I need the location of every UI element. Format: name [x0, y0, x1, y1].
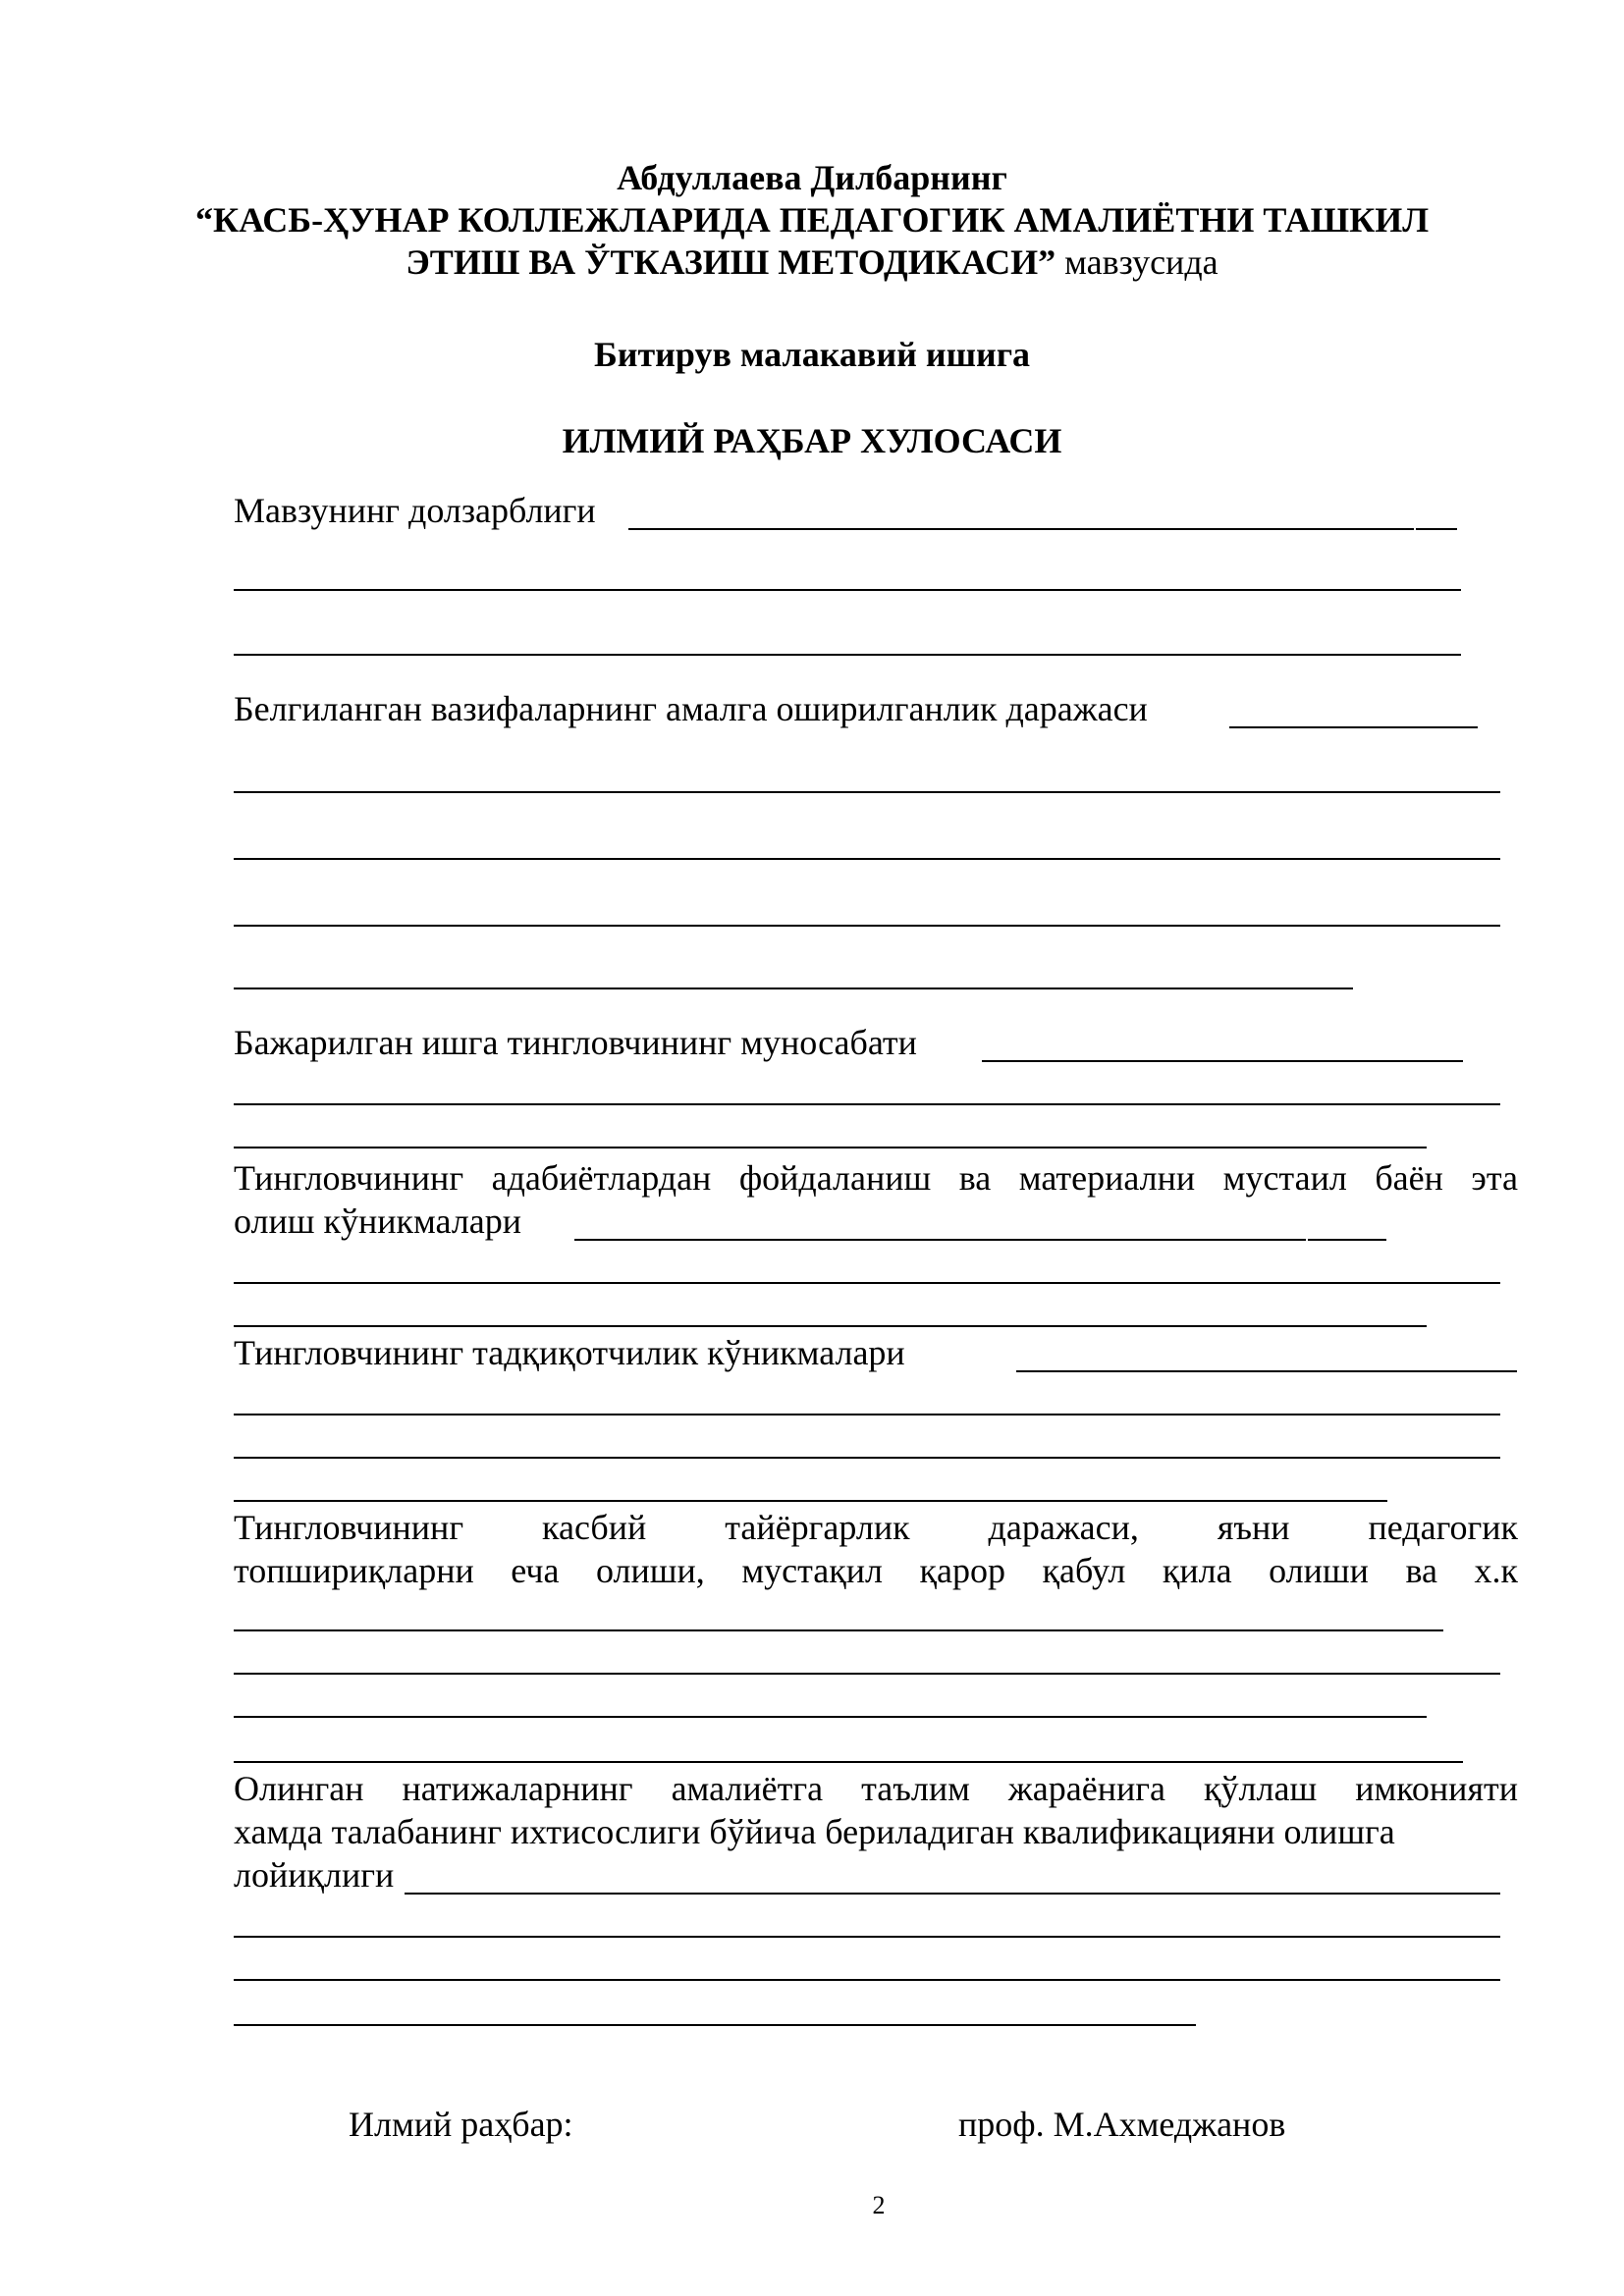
research-answer-line-3[interactable] — [234, 1500, 1387, 1502]
tasks-field-line[interactable] — [1229, 726, 1478, 728]
supervisor-label: Илмий раҳбар: — [349, 2105, 573, 2144]
relevance-field-line-end[interactable] — [1416, 528, 1457, 530]
results-field-line[interactable] — [405, 1893, 1500, 1895]
relevance-answer-line-1[interactable] — [234, 589, 1461, 591]
page-number: 2 — [872, 2191, 886, 2219]
results-label-line-2: хамда талабанинг ихтисослиги бўйича бериладиган квалификацияни олишга — [234, 1812, 1395, 1851]
prof-answer-line-1[interactable] — [234, 1629, 1443, 1631]
relevance-label: Мавзунинг долзарблиги — [234, 491, 596, 530]
supervisor-name: проф. М.Ахмеджанов — [958, 2105, 1286, 2144]
research-label: Тингловчининг тадқиқотчилик кўникмалари — [234, 1333, 905, 1372]
topic-suffix: мавзусида — [1056, 242, 1218, 282]
results-answer-line-3[interactable] — [234, 2024, 1196, 2026]
research-answer-line-2[interactable] — [234, 1457, 1500, 1459]
results-label-line-3: лойиқлиги — [234, 1855, 395, 1895]
tasks-answer-line-4[interactable] — [234, 988, 1353, 989]
topic-title-text: ЭТИШ ВА ЎТКАЗИШ МЕТОДИКАСИ” — [406, 242, 1056, 282]
prof-answer-line-2[interactable] — [234, 1673, 1500, 1675]
relevance-field-line[interactable] — [628, 528, 1414, 530]
literature-label-line-1: Тингловчининг адабиётлардан фойдаланиш ва материални мустаил баён эта — [234, 1158, 1518, 1198]
attitude-answer-line-1[interactable] — [234, 1103, 1500, 1105]
work-type: Битирув малакавий ишига — [593, 335, 1031, 374]
relevance-answer-line-2[interactable] — [234, 654, 1461, 656]
research-field-line[interactable] — [1016, 1370, 1517, 1372]
literature-answer-line-1[interactable] — [234, 1282, 1500, 1284]
tasks-answer-line-1[interactable] — [234, 791, 1500, 793]
literature-answer-line-2[interactable] — [234, 1325, 1427, 1327]
literature-field-line[interactable] — [574, 1239, 1306, 1241]
results-label-line-1: Олинган натижаларнинг амалиётга таълим жараёнига қўллаш имконияти — [234, 1769, 1518, 1808]
document-title: ИЛМИЙ РАҲБАР ХУЛОСАСИ — [562, 421, 1062, 460]
attitude-field-line[interactable] — [982, 1060, 1463, 1062]
prof-answer-line-3[interactable] — [234, 1716, 1427, 1718]
prof-label-line-1: Тингловчининг касбий тайёргарлик даражаси, яъни педагогик — [234, 1508, 1518, 1547]
results-answer-line-1[interactable] — [234, 1936, 1500, 1938]
literature-field-line-end[interactable] — [1308, 1239, 1386, 1241]
tasks-label: Белгиланган вазифаларнинг амалга оширилганлик даражаси — [234, 689, 1148, 728]
literature-label-line-2: олиш кўникмалари — [234, 1201, 522, 1241]
attitude-label: Бажарилган ишга тингловчининг муносабати — [234, 1023, 917, 1062]
author-name: Абдуллаева Дилбарнинг — [617, 158, 1007, 197]
results-answer-line-2[interactable] — [234, 1979, 1500, 1981]
tasks-answer-line-3[interactable] — [234, 925, 1500, 927]
topic-title-line-1: “КАСБ-ҲУНАР КОЛЛЕЖЛАРИДА ПЕДАГОГИК АМАЛИЁТНИ ТАШКИЛ — [194, 200, 1430, 240]
research-answer-line-1[interactable] — [234, 1414, 1500, 1415]
prof-answer-line-4[interactable] — [234, 1761, 1463, 1763]
attitude-answer-line-2[interactable] — [234, 1147, 1427, 1148]
prof-label-line-2: топшириқларни еча олиши, мустақил қарор қабул қила олиши ва х.к — [234, 1551, 1518, 1590]
topic-title-line-2 — [0, 241, 1624, 283]
tasks-answer-line-2[interactable] — [234, 858, 1500, 860]
